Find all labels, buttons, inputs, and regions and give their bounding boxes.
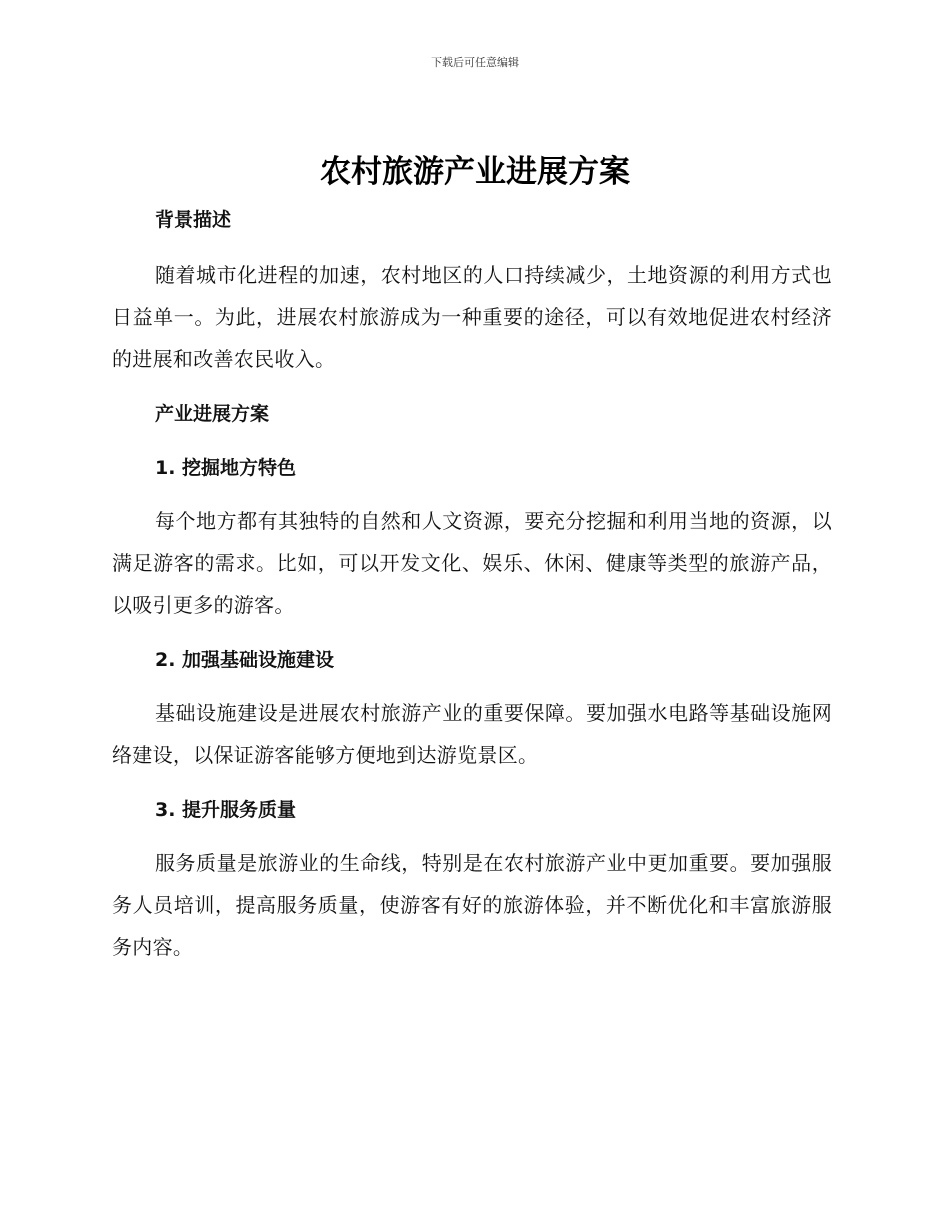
section-heading-plan: 产业进展方案 <box>155 403 270 425</box>
page-header-note: 下载后可任意编辑 <box>431 56 519 69</box>
paragraph-item-1: 每个地方都有其独特的自然和人文资源，要充分挖掘和利用当地的资源，以满足游客的需求。比如，可以开发文化、娱乐、休闲、健康等类型的旅游产品，以吸引更多的游客。 <box>112 509 832 617</box>
subheading-item-2: 2. 加强基础设施建设 <box>155 649 335 671</box>
document-body <box>112 200 832 968</box>
document-title: 农村旅游产业进展方案 <box>320 154 630 190</box>
paragraph-item-3: 服务质量是旅游业的生命线，特别是在农村旅游产业中更加重要。要加强服务人员培训，提高服务质量，使游客有好的旅游体验，并不断优化和丰富旅游服务内容。 <box>112 851 832 959</box>
subheading-item-3: 3. 提升服务质量 <box>155 799 297 821</box>
subheading-item-1: 1. 挖掘地方特色 <box>155 457 297 479</box>
paragraph-background: 随着城市化进程的加速，农村地区的人口持续减少，土地资源的利用方式也日益单一。为此，进展农村旅游成为一种重要的途径，可以有效地促进农村经济的进展和改善农民收入。 <box>112 263 832 371</box>
paragraph-item-2: 基础设施建设是进展农村旅游产业的重要保障。要加强水电路等基础设施网络建设，以保证游客能够方便地到达游览景区。 <box>112 701 832 767</box>
section-heading-background: 背景描述 <box>155 209 232 231</box>
